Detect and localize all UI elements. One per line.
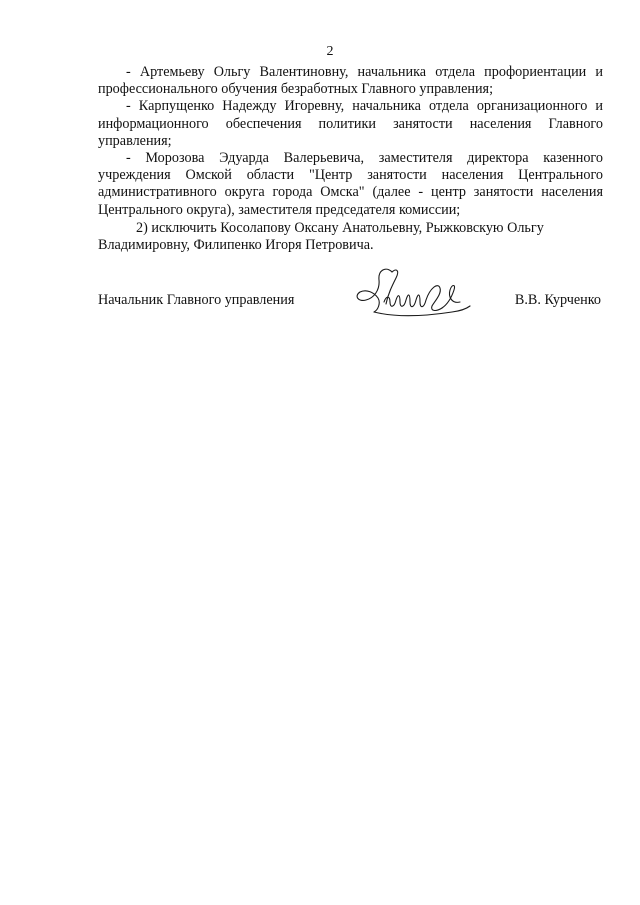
document-body [98,64,603,254]
paragraph-morozov: - Морозова Эдуарда Валерьевича, заместителя директора казенного учреждения Омской области "Центр занятости населения Центрального административного округа города Омска" (далее - центр занятости населения Центрального округа), заместителя председателя комиссии; [98,150,603,218]
paragraph-exclude: 2) исключить Косолапову Оксану Анатольевну, Рыжковскую Ольгу Владимировну, Филипенко Игоря Петровича. [98,219,544,254]
handwritten-signature [348,262,474,324]
signatory-position: Начальник Главного управления [98,292,295,308]
page-number: 2 [326,44,334,59]
signatory-name: В.В. Курченко [514,292,601,308]
paragraph-artemyeva: - Артемьеву Ольгу Валентиновну, начальника отдела профориентации и профессионального обучения безработных Главного управления; [98,64,603,98]
paragraph-karpushchenko: - Карпущенко Надежду Игоревну, начальника отдела организационного и информационного обеспечения политики занятости населения Главного управления; [98,98,603,149]
